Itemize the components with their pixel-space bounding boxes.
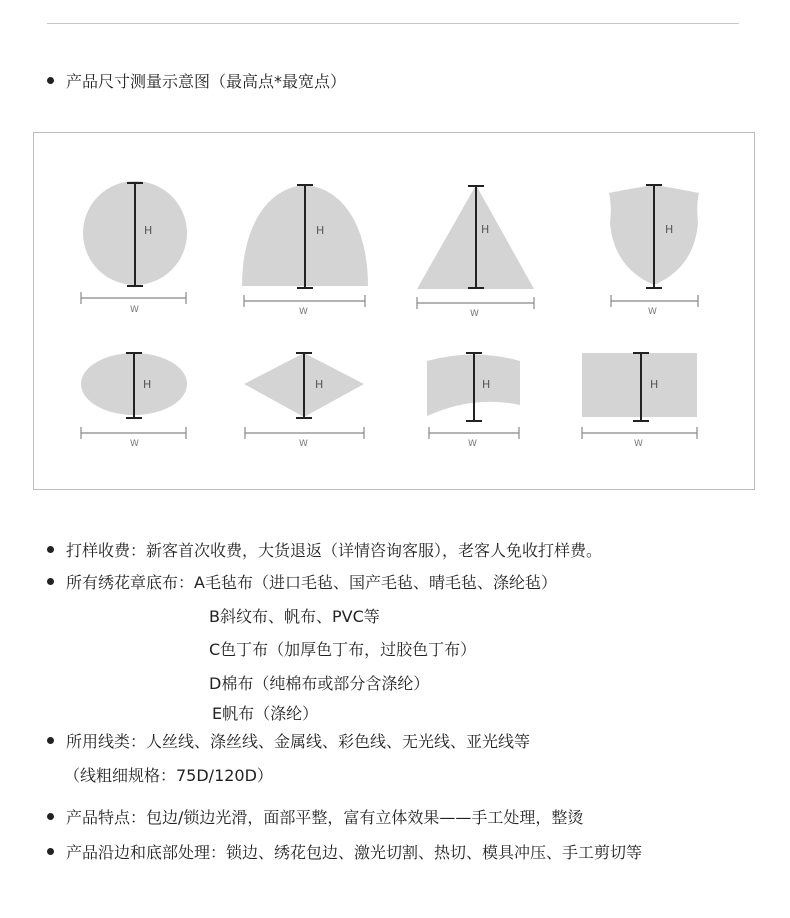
h-label: H [481,223,490,236]
diagram-heading [47,72,346,92]
measurement-diagram [34,133,756,491]
w-label: W [648,307,657,317]
w-label: W [470,309,479,319]
features-line [47,808,583,828]
fabric-e-text: E帆布（涤纶） [212,704,319,723]
bullet-dot [47,546,54,553]
w-label: W [130,439,139,449]
top-divider [47,23,739,24]
w-label: W [130,305,139,315]
h-label: H [316,224,325,237]
w-label: W [299,307,308,317]
bullet-dot [47,737,54,744]
thread-spec-text: （线粗细规格：75D/120D） [64,766,273,785]
sampling-fee-line [47,541,602,561]
features-text: 产品特点：包边/锁边光滑，面部平整，富有立体效果——手工处理，整烫 [66,808,584,827]
w-label: W [468,439,477,449]
measurement-diagram-panel [33,132,755,490]
w-label: W [634,439,643,449]
base-fabric-text: 所有绣花章底布：A毛毡布（进口毛毡、国产毛毡、晴毛毡、涤纶毡） [66,573,557,592]
bullet-dot [47,848,54,855]
h-label: H [482,378,491,391]
threads-text: 所用线类：人丝线、涤丝线、金属线、彩色线、无光线、亚光线等 [66,732,531,751]
h-label: H [144,224,153,237]
h-label: H [650,378,659,391]
diagram-heading-text: 产品尺寸测量示意图（最高点*最宽点） [66,72,347,91]
h-label: H [143,378,152,391]
w-label: W [299,439,308,449]
threads-line [47,732,530,752]
fabric-d-text: D棉布（纯棉布或部分含涤纶） [209,674,430,693]
bullet-dot [47,578,54,585]
bullet-dot [47,813,54,820]
h-label: H [315,378,324,391]
fabric-b-text: B斜纹布、帆布、PVC等 [209,607,380,626]
rectangle-shape [582,353,697,417]
fabric-c-text: C色丁布（加厚色丁布，过胶色丁布） [209,640,477,659]
edge-processing-text: 产品沿边和底部处理：锁边、绣花包边、激光切割、热切、模具冲压、手工剪切等 [66,843,643,862]
base-fabric-line [47,573,557,593]
h-label: H [665,223,674,236]
sampling-fee-text: 打样收费：新客首次收费，大货退返（详情咨询客服），老客人免收打样费。 [66,541,603,560]
edge-processing-line [47,843,642,863]
bullet-dot [47,77,54,84]
